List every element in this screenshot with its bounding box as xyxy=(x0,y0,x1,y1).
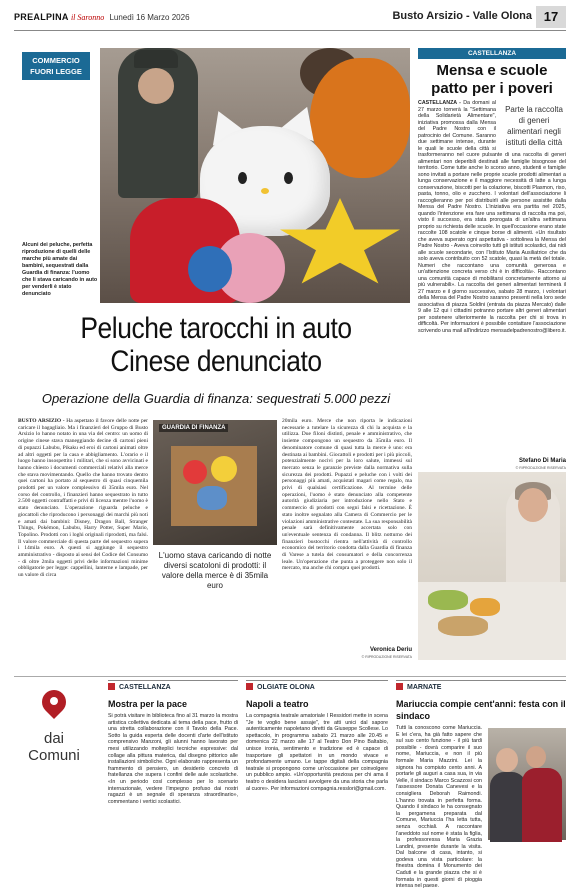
brief-marnate xyxy=(396,680,566,890)
section-title: Busto Arsizio - Valle Olona xyxy=(392,10,532,22)
header-divider xyxy=(14,30,566,31)
brief-castellanza xyxy=(108,680,238,838)
brief-body: Tutti la conoscono come Mariuccia. E lei c'era, ha già fatto sapere che sul suo cento funzione - il più tardi possibile - dovrà comparire il suo nome, Mariuccia, e non il più formale Maria Mazzini. Lei la signora ha compiuto cento anni. A portarle gli auguri a casa sua, in via Velle, il sindaco Marco Scazzosi con l'assessore Donata Canevesi e la consigliera Deborah Raimondi. L'hanno trovata in perfetta forma. Quando il sindaco le ha consegnato la pergamena preparata dal Comune, Mariuccia l'ha letta tutta, senza occhiali. A raccontare l'aneddoto sul nome è stata la figlia, la professoressa Maria Grazia Landini, presente durante la visita. Dal balcone di casa, intanto, si godeva una vista particolare: la finestra domina il Monumento dei Caduti e la grande piazza che si è formata in questi giorni di pioggia intensa nel paese. xyxy=(396,725,482,890)
copyright-note: © RIPRODUZIONE RISERVATA xyxy=(361,655,412,659)
headline: Peluche tarocchi in auto Cinese denunciato xyxy=(80,312,352,378)
bottom-divider xyxy=(14,676,566,677)
dai-comuni-block xyxy=(22,690,86,790)
brief-title: Napoli a teatro xyxy=(246,699,309,709)
sidebar-photo xyxy=(418,472,566,660)
dai-comuni-label: dai Comuni xyxy=(28,730,80,764)
section-tag: COMMERCIO FUORI LEGGE xyxy=(22,52,90,80)
sidebar-article xyxy=(418,48,566,660)
brief-title: Mostra per la pace xyxy=(108,699,188,709)
brief-tag: MARNATE xyxy=(396,680,566,694)
subheadline: Operazione della Guardia di finanza: sequestrati 5.000 pezzi xyxy=(41,391,391,406)
sidebar-title: Mensa e scuole patto per i poveri xyxy=(431,62,553,97)
brief-tag: OLGIATE OLONA xyxy=(246,680,388,694)
brand-suffix: il Saronno xyxy=(70,13,105,22)
brief-olgiate xyxy=(246,680,388,838)
photo-logo: GUARDIA DI FINANZA xyxy=(159,424,228,432)
brand-name: PREALPINA xyxy=(14,12,69,22)
brief-tag: CASTELLANZA xyxy=(108,680,238,694)
secondary-photo xyxy=(153,420,277,545)
red-square-icon xyxy=(246,683,253,690)
issue-date: Lunedì 16 Marzo 2026 xyxy=(109,13,190,22)
red-square-icon xyxy=(108,683,115,690)
pull-quote: Parte la raccolta di generi alimentari negli istituti della città xyxy=(505,105,563,147)
page-header xyxy=(14,6,566,36)
brief-body: Si potrà visitare in biblioteca fino al 31 marzo la mostra artistica collettiva dedicata al tema della pace, frutto di una stretta collaborazione con il Tavolo della Pace. Sotto la guida esperta delle docenti d'arte dell'istituto comprensivo Manzoni, gli alunni hanno lavorato per mesi utilizzando molteplici tecniche espressive: dal collage alla pittura materica, dal disegno pittorico alle installazioni simboliche. Ogni elaborato rappresenta un frammento di pensiero, un desiderio concreto di fratellanza che supera i confini delle aule scolastiche. «In un periodo così complesso per lo scenario internazionale, vedere l'impegno profuso dai nostri ragazzi è un segnale di speranza straordinario», commentano i vertici scolastici. xyxy=(108,713,238,805)
article-column-1 xyxy=(18,418,148,658)
article-text-1: Ha aspettato il favore delle notte per caricare il bagagliaio. Ma i finanzieri del Gruppo di Busto Arsizio lo hanno notato in una via del centro: un uomo di origine cinese stava maneggiando decine di cartoni pieni di pupazzi Labubu, Pikaku ed eroi di cartoni animati oltre ad altri oggetti per la casa e abbigliamento. L'orario e il luogo hanno insospettito i militari, che si sono avvicinati e hanno chiesto i documenti commerciali relativi alla merce che stava movimentando. Quello che hanno trovato dentro quei cartoni ha portato al sequestro di quasi cinquemila prodotti per un valore complessivo di 35mila euro. Nel corso del controllo, i finanzieri hanno sequestrato in tutto 2.500 oggetti contraffatti e privi di licenza mentre l'uomo è stato denunciato. L'operazione riguarda peluche e giocattoli che riproducono i personaggi dei marchi più noti e amati dai bambini: Disney, Dragon Ball, Stranger Things, Pokémon, Labubu, Harry Potter, Super Mario, Topolino. Prodotti con i loghi originali riprodotti, ma falsi. Il valore commerciale di questa parte del sequestro supera i 14mila euro. A questi si aggiunge il sequestro amministrativo - disposto ai sensi del Codice del Consumo - di oltre 2mila oggetti privi delle informazioni minime obbligatorie per legge: cappellini, lanterne e lampade, per un valore di circa xyxy=(18,418,148,579)
brief-body: La compagnia teatrale amatoriale I Ressidori mette in scena "Je te voglio bene assaje", tre atti unici dal sapore autenticamente napoletano diretti da Giuseppe Scollese. Lo spettacolo, in programma sabato 21 marzo alle 20.45 e domenica 22 marzo alle 17 al Teatro Don Pino Baltabio, unisce ironia, sentimento e tradizione ed è capace di trasportare gli spettatori in un mondo vivace e profondamente umano. Le tappe digitali della compagnia teatrale si propongono come un'occasione per coinvolgere un pubblico ampio. «Un'opportunità preziosa per chi ama il teatro o desidera lasciarsi avvolgere da una storia che parla al cuore». Per informazioni compagnia.resslori@gmail.com. xyxy=(246,713,388,792)
sidebar-body xyxy=(418,100,566,505)
sidebar-signature: Stefano Di Maria xyxy=(518,458,566,464)
author-signature: Veronica Deriu xyxy=(369,647,412,653)
main-photo xyxy=(100,48,410,303)
page-number: 17 xyxy=(536,6,566,28)
sidebar-dateline: CASTELLANZA - xyxy=(418,100,461,106)
article-column-2: 20mila euro. Merce che non riporta le indicazioni necessarie a tutelare la sicurezza di chi la acquista e la utilizza. Due filoni distinti, penale e amministrativo, che insieme compongono un sequestro da 35mila euro. Il denominatore comune di quasi tutta la merce è uno: era destinata ai bambini. Giocattoli e prodotti per i più piccoli, potenzialmente nocivi per la loro salute, immessi sul mercato senza le garanzie previste dalla normativa sulla sicurezza dei prodotti. Pupazzi e peluche con i volti dei personaggi più amati, acquistati magari come regalo, ma privi di qualsiasi certificazione. Al termine delle operazioni, l'uomo è stato denunciato alla competente autorità giudiziaria per introduzione nello Stato e commercio di prodotti con segni falsi e ricettazione. È stato inoltre segnalato alla Camera di Commercio per le violazioni amministrative contestate. La sua responsabilità penale sarà definitivamente accertata solo con un'eventuale sentenza di condanna. Il blitz notturno dei finanzieri bustocchi rientra nell'attività di controllo economico del territorio condotta dalla Guardia di finanza di Varese a tutela dei consumatori e della concorrenza leale. Un'operazione che punta a proteggere non solo il mercato, ma anche chi compra quei prodotti. xyxy=(282,418,412,572)
sidebar-tag: CASTELLANZA xyxy=(418,48,566,59)
red-square-icon xyxy=(396,683,403,690)
sidebar-copyright: © RIPRODUZIONE RISERVATA xyxy=(515,466,566,470)
brief-title: Mariuccia compie cent'anni: festa con il sindaco xyxy=(396,699,566,721)
sidebar-text: Da domani al 27 marzo tornerà la "Settimana della Solidarietà Alimentare", iniziativa promossa dalla Mensa del Padre Nostro con il patrocinio del Comune. Saranno due settimane intense, durante le quali le scuole della città si trasformeranno nel cuore pulsante di una raccolta di generi alimentari non deperibili destinati alle famiglie bisognose del territorio. Come tutte anche lo scorso anno, studenti e famiglie sono invitati a portare nelle proprie scuole prodotti alimentari a lunga conservazione e il maggiore necessità di latte a lunga conservazione, biscotti per la colazione, biscotti Plasmon, riso, pasta, tonno, olio e zucchero. I volontari dell'associazione li raccoglieranno per poi distribuirli alle persone assistite dalla Mensa del Padre Nostro. L'iniziativa era partita nel 2025, quando l'intenzione era fare una settimana di raccolta ma poi, visto il successo, era stata prorogata di un'altra settimana proprio su richiesta delle scuole. In quell'occasione erano state raccolte 108 scatole e cinque borse di alimenti. «Un risultato che aveva superato ogni aspettativa - sottolinea la Mensa del Padre Nostro - Aveva coinvolto tutti gli istituti scolastici, dai nidi alle scuole secondarie, con l'Istituto Maria Ausiliatrice che da solo aveva contribuito con 52 scatole, quasi la metà del totale. Numeri che raccontano una comunità generosa e un'attenzione concreta verso chi è in difficoltà». Raccontano una comunità capace di mobilitarsi concretamente attorno ai più vulnerabili». La raccolta dei generi alimentari terminerà il 27 marzo e il giorno successivo, sabato 28 marzo, i volontari della Mensa del Padre Nostro saranno presenti nella loro sede associativa di piazza Soldini (entrata da piazza Mercato) dalle 9 alle 12 qui i cittadini potranno portare altri generi alimentari per sostenere ulteriormente la raccolta per chi si trova in difficoltà. Per informazioni è possibile contattare l'associazione scrivendo una mail all'indirizzo mensadelpadrenostro@libero.it. xyxy=(418,100,567,334)
masthead xyxy=(14,12,190,22)
main-photo-caption: Alcuni dei peluche, perfetta riproduzione di quelli delle marche più amate dai bambini, sequestrati dalla Guardia di finanza: l'uomo che li stava caricando in auto per venderli è stato denunciato xyxy=(22,242,98,297)
brief-photo xyxy=(488,728,566,840)
secondary-photo-caption: L'uomo stava caricando di notte diversi scatoloni di prodotti: il valore della merce è di 35mila euro xyxy=(158,551,272,590)
dateline: BUSTO ARSIZIO - xyxy=(18,418,65,424)
